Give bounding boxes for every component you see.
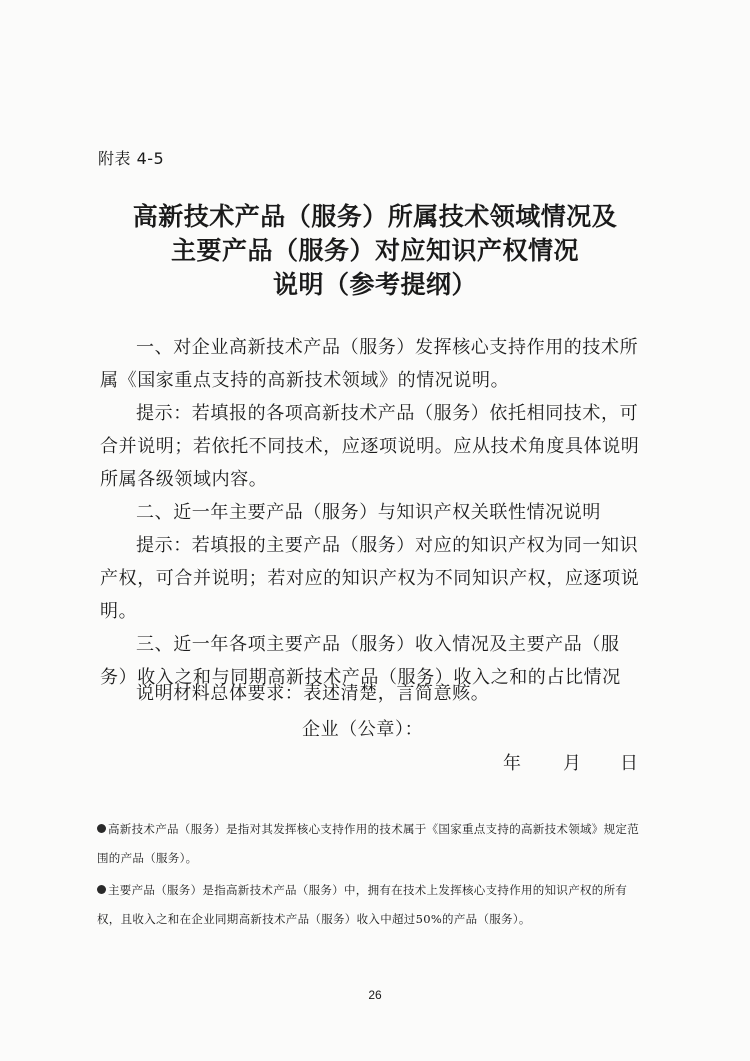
paragraph-section-3: 三、近一年各项主要产品（服务）收入情况及主要产品（服务）收入之和与同期高新技术产品（服务）收入之和的占比情况 [100,634,621,688]
footnote-1-text: 高新技术产品（服务）是指对其发挥核心支持作用的技术属于《国家重点支持的高新技术领域》规定范围的产品（服务）。 [97,822,639,865]
title-line-3: 说明（参考提纲） [272,270,477,299]
footnote-2 [97,876,645,934]
date-day: 日 [620,753,638,774]
title-line-2: 主要产品（服务）对应知识产权情况 [170,236,579,265]
date-year: 年 [503,753,521,774]
bullet-icon [97,885,106,894]
company-seal-label: 企业（公章）： [302,719,424,740]
paragraph-section-2: 二、近一年主要产品（服务）与知识产权关联性情况说明 [136,502,601,523]
paragraph-hint-1: 提示：若填报的各项高新技术产品（服务）依托相同技术，可合并说明；若依托不同技术，应逐项说明。应从技术角度具体说明所属各级领域内容。 [100,403,640,490]
footnote-2-text: 主要产品（服务）是指高新技术产品（服务）中，拥有在技术上发挥核心支持作用的知识产权的所有权，且收入之和在企业同期高新技术产品（服务）收入中超过50%的产品（服务）。 [97,883,628,926]
title-line-1: 高新技术产品（服务）所属技术领域情况及 [132,202,618,231]
paragraph-requirements: 说明材料总体要求：表述清楚，言简意赅。 [136,683,490,704]
footnote-1 [97,815,645,873]
paragraph-section-1: 一、对企业高新技术产品（服务）发挥核心支持作用的技术所属《国家重点支持的高新技术领域》的情况说明。 [100,337,639,391]
appendix-label: 附表 4-5 [98,149,165,168]
bullet-icon [97,824,106,833]
date-month: 月 [563,753,581,774]
paragraph-hint-2: 提示：若填报的主要产品（服务）对应的知识产权为同一知识产权，可合并说明；若对应的知识产权为不同知识产权，应逐项说明。 [100,535,640,622]
page-number: 26 [368,988,382,1002]
